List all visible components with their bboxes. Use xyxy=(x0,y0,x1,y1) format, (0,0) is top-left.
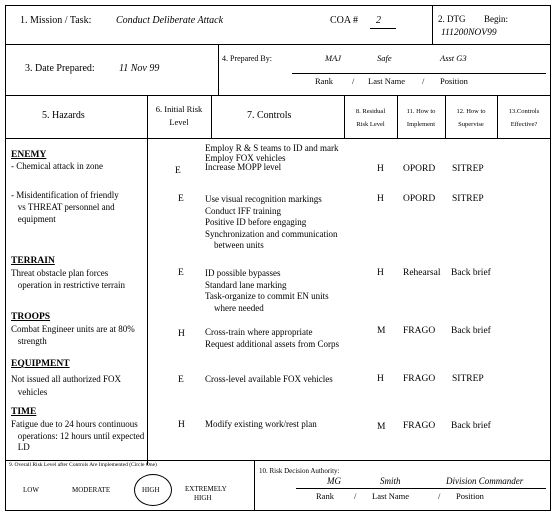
col-residual-line1: 8. Residual xyxy=(355,108,386,115)
supervise-cell: SITREP xyxy=(452,164,484,174)
supervise-cell: Back brief xyxy=(451,268,491,278)
controls-cell xyxy=(205,144,338,173)
col-how-implement xyxy=(397,105,445,131)
column-divider xyxy=(147,95,148,465)
control-line: Conduct IFF training xyxy=(205,205,281,216)
col-initial-risk-line2: Level xyxy=(169,117,189,127)
hazard-line: Not issued all authorized FOX xyxy=(11,374,121,384)
control-line: Employ FOX vehicles xyxy=(205,152,286,163)
risk-option-extremely-high: HIGH xyxy=(194,494,212,502)
risk-option-extremely: EXTREMELY xyxy=(185,485,227,493)
mission-value: Conduct Deliberate Attack xyxy=(116,15,224,26)
hazard-line: vs THREAT personnel and xyxy=(11,202,115,212)
mission-label: 1. Mission / Task: xyxy=(20,15,92,26)
prepared-rank: MAJ xyxy=(325,53,342,63)
section-equipment: EQUIPMENT xyxy=(11,359,70,369)
initial-risk-cell: H xyxy=(178,420,185,430)
prepared-signature-line xyxy=(292,73,546,74)
control-line: between units xyxy=(205,240,264,250)
controls-cell xyxy=(205,268,329,314)
prepared-label: 4. Prepared By: xyxy=(222,54,272,63)
prepared-name: Safe xyxy=(377,53,392,63)
control-line: Cross-level available FOX vehicles xyxy=(205,374,333,384)
divider xyxy=(5,44,551,45)
control-line: Positive ID before engaging xyxy=(205,217,307,227)
hazard-line: vehicles xyxy=(11,386,48,397)
supervise-cell: Back brief xyxy=(451,326,491,336)
initial-risk-cell: E xyxy=(178,194,184,204)
authority-rank: MG xyxy=(327,476,341,486)
section-enemy: ENEMY xyxy=(11,150,47,160)
section-troops: TROOPS xyxy=(11,312,51,322)
residual-cell: M xyxy=(377,326,386,336)
hazard-cell xyxy=(11,324,135,347)
hazard-line: strength xyxy=(11,335,47,346)
section-time: TIME xyxy=(11,407,37,417)
supervise-cell: SITREP xyxy=(452,194,484,204)
auth-sig-last-label: Last Name xyxy=(372,491,410,501)
implement-cell: FRAGO xyxy=(403,374,436,384)
col-hazards: 5. Hazards xyxy=(42,110,85,121)
risk-option-high: HIGH xyxy=(142,486,160,494)
control-line: Task-organize to commit EN units xyxy=(205,291,329,301)
hazard-line: operations: 12 hours until expected xyxy=(11,430,145,441)
initial-risk-cell: H xyxy=(178,329,185,339)
col-residual-line2: Risk Level xyxy=(356,121,385,128)
divider xyxy=(218,44,219,95)
control-line: Increase MOPP level xyxy=(205,162,282,173)
controls-cell xyxy=(205,194,337,252)
col-how-supervise xyxy=(445,105,497,131)
risk-option-moderate: MODERATE xyxy=(72,486,111,494)
col-controls: 7. Controls xyxy=(247,110,292,121)
dtg-begin-label: Begin: xyxy=(484,14,508,24)
sig-rank-label: Rank xyxy=(315,76,333,86)
divider xyxy=(5,95,551,96)
dtg-value: 111200NOV99 xyxy=(441,28,497,38)
residual-cell: H xyxy=(377,164,384,174)
sig-separator: / xyxy=(438,491,441,501)
col-residual xyxy=(344,105,397,131)
date-label: 3. Date Prepared: xyxy=(25,63,95,74)
authority-position: Division Commander xyxy=(446,476,524,486)
controls-cell xyxy=(205,326,339,350)
control-line: Modify existing work/rest plan xyxy=(205,419,317,429)
sig-last-label: Last Name xyxy=(368,76,406,86)
hazard-line: equipment xyxy=(11,214,56,224)
col-initial-risk xyxy=(147,103,211,129)
hazard-cell xyxy=(11,373,121,398)
dtg-label: 2. DTG xyxy=(438,14,466,24)
controls-cell xyxy=(205,420,317,430)
residual-cell: H xyxy=(377,194,384,204)
authority-name: Smith xyxy=(380,476,401,486)
coa-value: 2 xyxy=(376,15,381,26)
supervise-cell: SITREP xyxy=(452,374,484,384)
hazard-line: Threat obstacle plan forces xyxy=(11,268,109,278)
sig-separator: / xyxy=(354,491,357,501)
hazard-cell xyxy=(11,189,119,225)
sig-separator: / xyxy=(422,76,425,86)
implement-cell: FRAGO xyxy=(403,421,436,431)
coa-label: COA # xyxy=(330,15,359,26)
col-initial-risk-line1: 6. Initial Risk xyxy=(155,104,203,114)
control-line: Synchronization and communication xyxy=(205,228,338,239)
initial-risk-cell: E xyxy=(178,268,184,278)
hazard-cell xyxy=(11,268,125,291)
col-how-supervise-line2: Supervise xyxy=(458,121,484,128)
col-how-supervise-line1: 12. How to xyxy=(456,108,486,115)
initial-risk-cell: E xyxy=(178,375,184,385)
authority-label: 10. Risk Decision Authority: xyxy=(259,467,340,475)
risk-option-low: LOW xyxy=(23,486,39,494)
divider xyxy=(254,460,255,511)
sig-position-label: Position xyxy=(440,76,468,86)
residual-cell: H xyxy=(377,374,384,384)
hazard-line: - Misidentification of friendly xyxy=(11,190,119,200)
divider xyxy=(5,138,551,139)
authority-signature-line xyxy=(296,488,546,489)
col-how-implement-line1: 11. How to xyxy=(406,108,436,115)
implement-cell: Rehearsal xyxy=(403,268,441,278)
col-effective-line2: Effective? xyxy=(510,121,538,128)
col-effective-line1: 13.Controls xyxy=(508,108,540,115)
control-line: ID possible bypasses xyxy=(205,268,281,278)
implement-cell: FRAGO xyxy=(403,326,436,336)
control-line: Standard lane marking xyxy=(205,279,287,290)
control-line: Request additional assets from Corps xyxy=(205,339,339,349)
section-terrain: TERRAIN xyxy=(11,256,55,266)
column-divider xyxy=(211,95,212,138)
controls-cell xyxy=(205,375,333,385)
control-line: Use visual recognition markings xyxy=(205,194,322,204)
hazard-line: operation in restrictive terrain xyxy=(11,279,125,290)
implement-cell: OPORD xyxy=(403,194,436,204)
prepared-position: Asst G3 xyxy=(440,53,467,63)
overall-risk-label: 9. Overall Risk Level after Controls Are Implemented (Circle One) xyxy=(9,462,157,468)
auth-sig-position-label: Position xyxy=(456,491,484,501)
col-how-implement-line2: Implement xyxy=(406,121,436,128)
residual-cell: H xyxy=(377,268,384,278)
col-effective xyxy=(497,105,551,131)
hazard-cell xyxy=(11,419,144,454)
date-value: 11 Nov 99 xyxy=(119,63,160,74)
hazard-cell xyxy=(11,162,103,172)
control-line: where needed xyxy=(205,302,264,313)
hazard-line: - Chemical attack in zone xyxy=(11,161,103,171)
initial-risk-cell: E xyxy=(175,166,181,176)
hazard-line: Combat Engineer units are at 80% xyxy=(11,324,135,334)
supervise-cell: Back brief xyxy=(451,421,491,431)
control-line: Employ R & S teams to ID and mark xyxy=(205,143,339,153)
sig-separator: / xyxy=(352,76,355,86)
implement-cell: OPORD xyxy=(403,164,436,174)
divider xyxy=(5,460,551,461)
divider xyxy=(432,5,433,44)
hazard-line: LD xyxy=(11,442,30,452)
residual-cell: M xyxy=(377,422,386,432)
auth-sig-rank-label: Rank xyxy=(316,491,334,501)
hazard-line: Fatigue due to 24 hours continuous xyxy=(11,419,138,429)
control-line: Cross-train where appropriate xyxy=(205,327,313,337)
coa-underline xyxy=(370,28,396,29)
